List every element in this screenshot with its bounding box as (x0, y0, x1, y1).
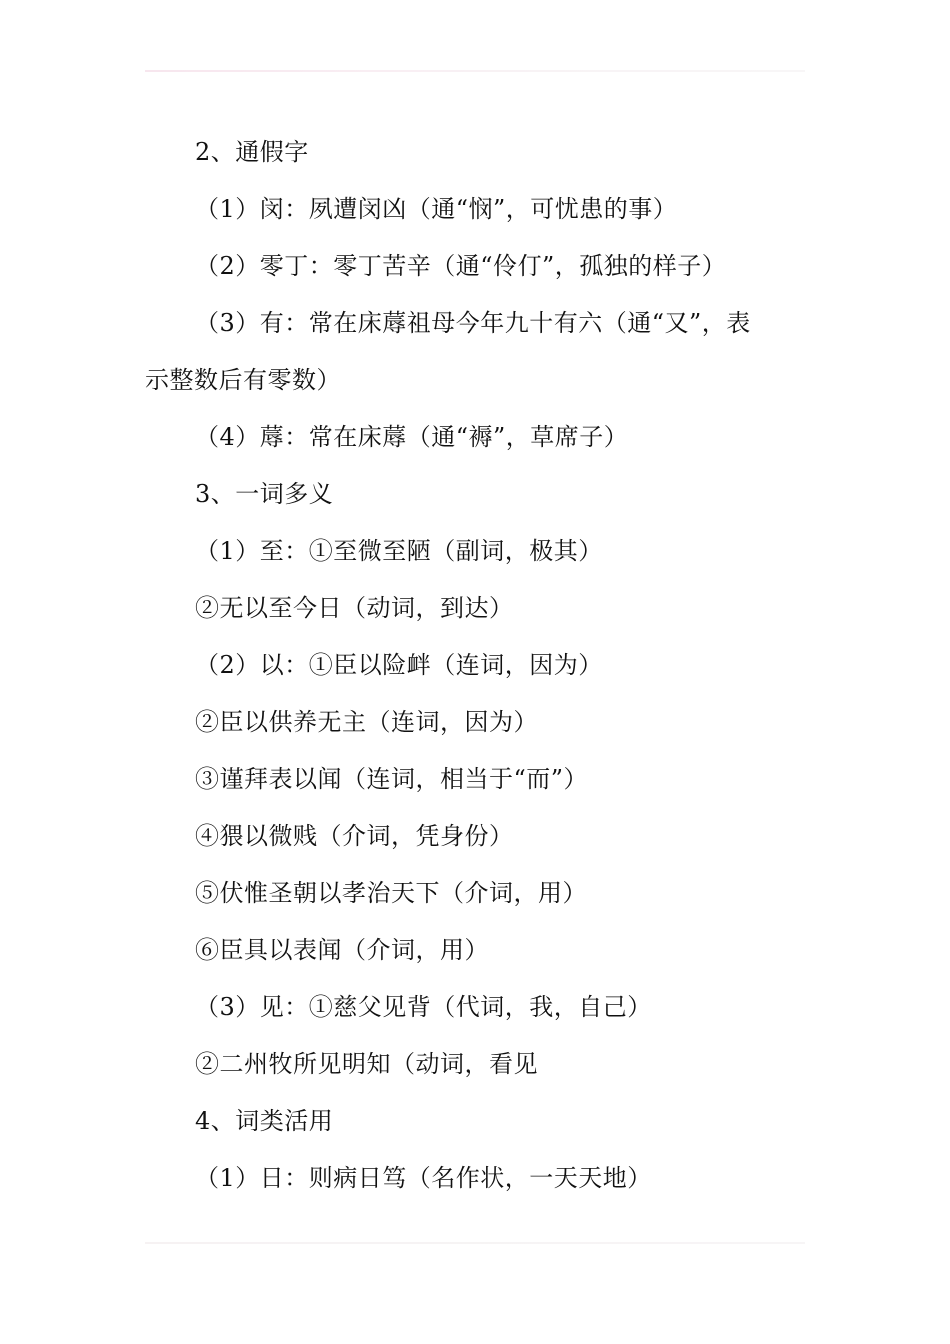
section-heading-yiciduoyi: 3、一词多义 (195, 480, 334, 508)
text-line: （3）有：常在床蓐祖母今年九十有六（通“又”，表 (195, 309, 751, 337)
text-line: （1）至：①至微至陋（副词，极其） (195, 537, 603, 565)
header-rule (145, 70, 805, 72)
text-line: ③谨拜表以闻（连词，相当于“而”） (195, 765, 589, 793)
text-line: ⑥臣具以表闻（介词，用） (195, 936, 489, 964)
text-line-continuation: 示整数后有零数） (145, 366, 341, 394)
text-line: ②二州牧所见明知（动词，看见 (195, 1050, 538, 1078)
text-line: （2）零丁：零丁苦辛（通“伶仃”，孤独的样子） (195, 252, 727, 280)
text-line: ②臣以供养无主（连词，因为） (195, 708, 538, 736)
text-line: ②无以至今日（动词，到达） (195, 594, 514, 622)
section-heading-cileihuoyong: 4、词类活用 (195, 1107, 334, 1135)
text-line: （3）见：①慈父见背（代词，我，自己） (195, 993, 652, 1021)
text-line: （1）闵：夙遭闵凶（通“悯”，可忧患的事） (195, 195, 678, 223)
text-line: ④猥以微贱（介词，凭身份） (195, 822, 514, 850)
text-line: （4）蓐：常在床蓐（通“褥”，草席子） (195, 423, 629, 451)
text-line: （1）日：则病日笃（名作状，一天天地） (195, 1164, 652, 1192)
text-line: ⑤伏惟圣朝以孝治天下（介词，用） (195, 879, 587, 907)
section-heading-tongjiazi: 2、通假字 (195, 138, 309, 166)
document-body (145, 124, 807, 1207)
footer-rule (145, 1242, 805, 1244)
text-line: （2）以：①臣以险衅（连词，因为） (195, 651, 603, 679)
